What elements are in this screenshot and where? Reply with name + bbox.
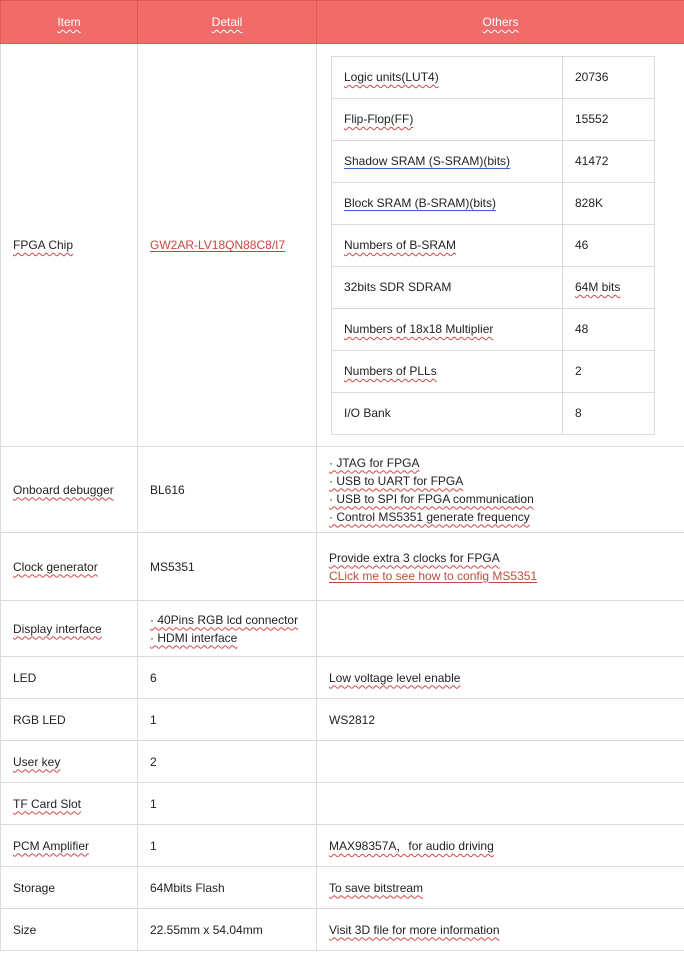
row-item: User key [1,741,138,783]
row-item: PCM Amplifier [1,825,138,867]
debugger-feature: · JTAG for FPGA [329,455,420,470]
row-item: LED [1,657,138,699]
fpga-spec-row [332,350,655,392]
debugger-detail: BL616 [138,447,317,533]
header-others: Others [317,1,684,44]
row-others [317,741,684,783]
row-detail: 6 [138,657,317,699]
row-clock [1,533,684,601]
display-feature: · HDMI interface [150,630,238,645]
spec-name: 32bits SDR SDRAM [332,266,563,308]
fpga-spec-row [332,392,655,434]
table-row [1,657,684,699]
fpga-detail [138,44,317,447]
debugger-feature: · USB to UART for FPGA [329,473,464,488]
row-others: Low voltage level enable [317,657,684,699]
spec-name: Numbers of B-SRAM [332,224,563,266]
row-debugger [1,447,684,533]
row-others: MAX98357A，for audio driving [317,825,684,867]
display-detail [138,601,317,657]
row-item: TF Card Slot [1,783,138,825]
row-display [1,601,684,657]
row-others: Visit 3D file for more information [317,909,684,951]
display-others [317,601,684,657]
debugger-feature: · USB to SPI for FPGA communication [329,491,534,506]
row-item: Size [1,909,138,951]
spec-name: Block SRAM (B-SRAM)(bits) [332,182,563,224]
clock-note: Provide extra 3 clocks for FPGA [329,550,500,565]
spec-name: Numbers of PLLs [332,350,563,392]
table-row [1,783,684,825]
spec-value: 20736 [563,56,655,98]
display-feature: · 40Pins RGB lcd connector [150,612,299,627]
table-row [1,741,684,783]
row-detail: 1 [138,825,317,867]
fpga-spec-row [332,308,655,350]
fpga-spec-row [332,224,655,266]
spec-value: 64M bits [563,266,655,308]
clock-detail: MS5351 [138,533,317,601]
table-row [1,825,684,867]
row-item: Storage [1,867,138,909]
spec-name: I/O Bank [332,392,563,434]
spec-name: Shadow SRAM (S-SRAM)(bits) [332,140,563,182]
spec-value: 48 [563,308,655,350]
display-item: Display interface [1,601,138,657]
debugger-feature: · Control MS5351 generate frequency [329,509,530,524]
spec-value: 15552 [563,98,655,140]
spec-value: 8 [563,392,655,434]
row-others: To save bitstream [317,867,684,909]
clock-config-link[interactable]: CLick me to see how to config MS5351 [329,568,538,583]
spec-value: 2 [563,350,655,392]
row-detail: 2 [138,741,317,783]
row-detail: 64Mbits Flash [138,867,317,909]
fpga-chip-link[interactable]: GW2AR-LV18QN88C8/I7 [150,238,286,252]
fpga-spec-table [331,56,655,435]
spec-value: 41472 [563,140,655,182]
fpga-others [317,44,684,447]
row-others: WS2812 [317,699,684,741]
fpga-spec-row [332,98,655,140]
row-detail: 1 [138,699,317,741]
spec-name: Numbers of 18x18 Multiplier [332,308,563,350]
debugger-others [317,447,684,533]
header-detail: Detail [138,1,317,44]
spec-name: Logic units(LUT4) [332,56,563,98]
row-fpga [1,44,684,447]
debugger-item: Onboard debugger [1,447,138,533]
clock-item: Clock generator [1,533,138,601]
fpga-spec-row [332,182,655,224]
row-detail: 1 [138,783,317,825]
spec-value: 828K [563,182,655,224]
table-row [1,909,684,951]
header-item: Item [1,1,138,44]
spec-name: Flip-Flop(FF) [332,98,563,140]
fpga-spec-row [332,266,655,308]
row-detail: 22.55mm x 54.04mm [138,909,317,951]
row-others [317,783,684,825]
clock-others [317,533,684,601]
header-row [1,1,684,44]
row-item: RGB LED [1,699,138,741]
spec-value: 46 [563,224,655,266]
table-row [1,699,684,741]
fpga-spec-row [332,56,655,98]
fpga-spec-row [332,140,655,182]
table-row [1,867,684,909]
fpga-item: FPGA Chip [1,44,138,447]
